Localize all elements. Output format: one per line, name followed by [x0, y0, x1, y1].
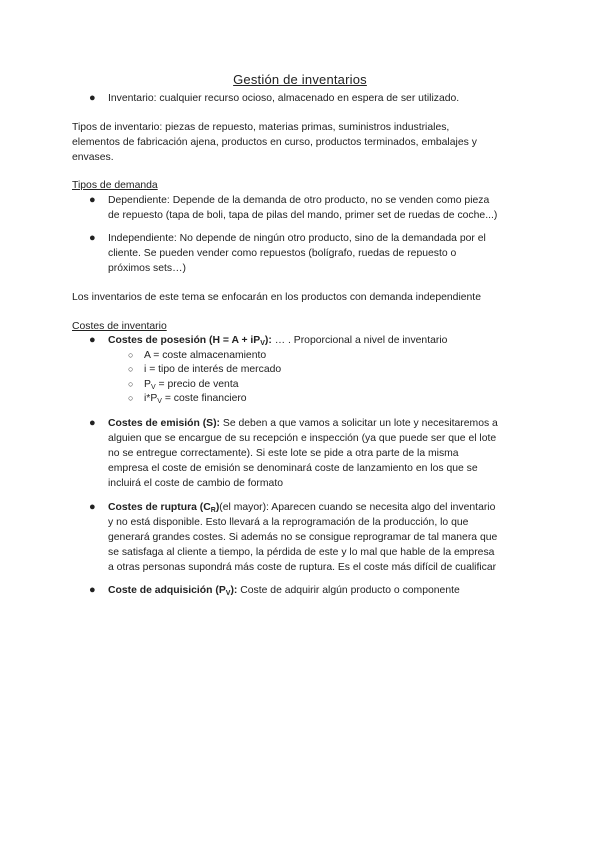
dependiente-item [108, 193, 497, 223]
item-line: y no está disponible. Esto llevará a la reprogramación de la producción, lo que [108, 517, 469, 528]
adquisicion-label: Coste de adquisición $(P_V)$: [108, 585, 238, 597]
item-line: a otras personas supondrá más coste de ruptura. Es el coste más difícil de cualificar [108, 562, 497, 573]
posesion-text: … . Proporcional a nivel de inventario [271, 335, 448, 346]
posesion-subitem: i = tipo de interés de mercado [144, 364, 282, 375]
bullet-icon: ● [89, 92, 96, 104]
intro-bullet-text: Inventario: cualquier recurso ocioso, almacenado en espera de ser utilizado. [108, 93, 460, 104]
posesion-subitem: $P_V$ = precio de venta [144, 379, 239, 391]
ruptura-item: Costes de ruptura $(C_R)(el$ mayor): Aparecen cuando se necesita algo del inventario y no está disponible. Esto llevará a la reprogramación de la producción, lo que generará grandes costes. Si además no se consigue reprogramar de tal manera que se satisfaga al cliente a tiempo, la pérdida de este y lo mal que hable de la empresa a otras personas supondrá más coste de ruptura. Es el coste más difícil de cualificar [108, 502, 498, 573]
item-line: se satisfaga al cliente a tiempo, la pérdida de este y lo mal que hable de la empresa [108, 547, 495, 558]
circle-bullet-icon: ○ [128, 364, 134, 374]
item-line: empresa el coste de emisión se denominará coste de lanzamiento en los que se [108, 463, 478, 474]
paragraph-line: elementos de fabricación ajena, productos en curso, productos terminados, embalajes y [72, 137, 477, 148]
item-line: incluirá el coste de cambio de formato [108, 478, 283, 489]
circle-bullet-icon: ○ [128, 350, 134, 360]
adquisicion-text: Coste de adquirir algún producto o componente [237, 585, 460, 596]
enfoque-paragraph: Los inventarios de este tema se enfocarán en los productos con demanda independiente [72, 292, 481, 303]
paragraph-line: envases. [72, 152, 114, 163]
bullet-icon: ● [89, 501, 96, 513]
posesion-item [108, 333, 447, 348]
bullet-icon: ● [89, 194, 96, 206]
circle-bullet-icon: ○ [128, 379, 134, 389]
item-line: próximos sets…) [108, 263, 186, 274]
item-line: cliente. Se pueden vender como repuestos (bolígrafo, ruedas de repuesto o [108, 248, 457, 259]
tipos-paragraph [72, 120, 477, 165]
bullet-icon: ● [89, 417, 96, 429]
bullet-icon: ● [89, 584, 96, 596]
demanda-heading: Tipos de demanda [72, 180, 158, 191]
posesion-subitem: A = coste almacenamiento [144, 350, 267, 361]
adquisicion-item [108, 583, 460, 598]
posesion-label: Costes de posesión $(H = A + iP_V)$: [108, 335, 272, 347]
page-title: Gestión de inventarios [233, 72, 367, 87]
item-line: no se entregue correctamente). Si este lote se pide a otra parte de la misma [108, 448, 459, 459]
paragraph-line: Tipos de inventario: piezas de repuesto, materias primas, suministros industriales, [72, 122, 450, 133]
item-line: Dependiente: Depende de la demanda de otro producto, no se venden como pieza [108, 195, 490, 206]
emision-label: Costes de emisión (S): [108, 418, 221, 429]
bullet-icon: ● [89, 334, 96, 346]
independiente-item [108, 231, 486, 276]
item-line: Independiente: No depende de ningún otro producto, sino de la demandada por el [108, 233, 486, 244]
item-line: de repuesto (tapa de boli, tapa de pilas del mando, primer set de ruedas de coche...) [108, 210, 498, 221]
bullet-icon: ● [89, 232, 96, 244]
posesion-subitem: $i*P_V$ = coste financiero [144, 393, 247, 405]
ruptura-label: Costes de ruptura $(C_R)$ [108, 502, 220, 514]
costes-heading: Costes de inventario [72, 321, 167, 332]
emision-item: Costes de emisión (S): Se deben a que vamos a solicitar un lote y necesitaremos a alguien que se encargue de su recepción e inspección (ya que puede ser que el lote no se entregue correctamente). Si este lote se pide a otra parte de la misma empresa el coste de emisión se denominará coste de lanzamiento en los que se incluirá el coste de cambio de formato [108, 418, 498, 489]
item-line: alguien que se encargue de su recepción e inspección (ya que puede ser que el lote [108, 433, 497, 444]
circle-bullet-icon: ○ [128, 393, 134, 403]
item-line: generará grandes costes. Si además no se consigue reprogramar de tal manera que [108, 532, 498, 543]
